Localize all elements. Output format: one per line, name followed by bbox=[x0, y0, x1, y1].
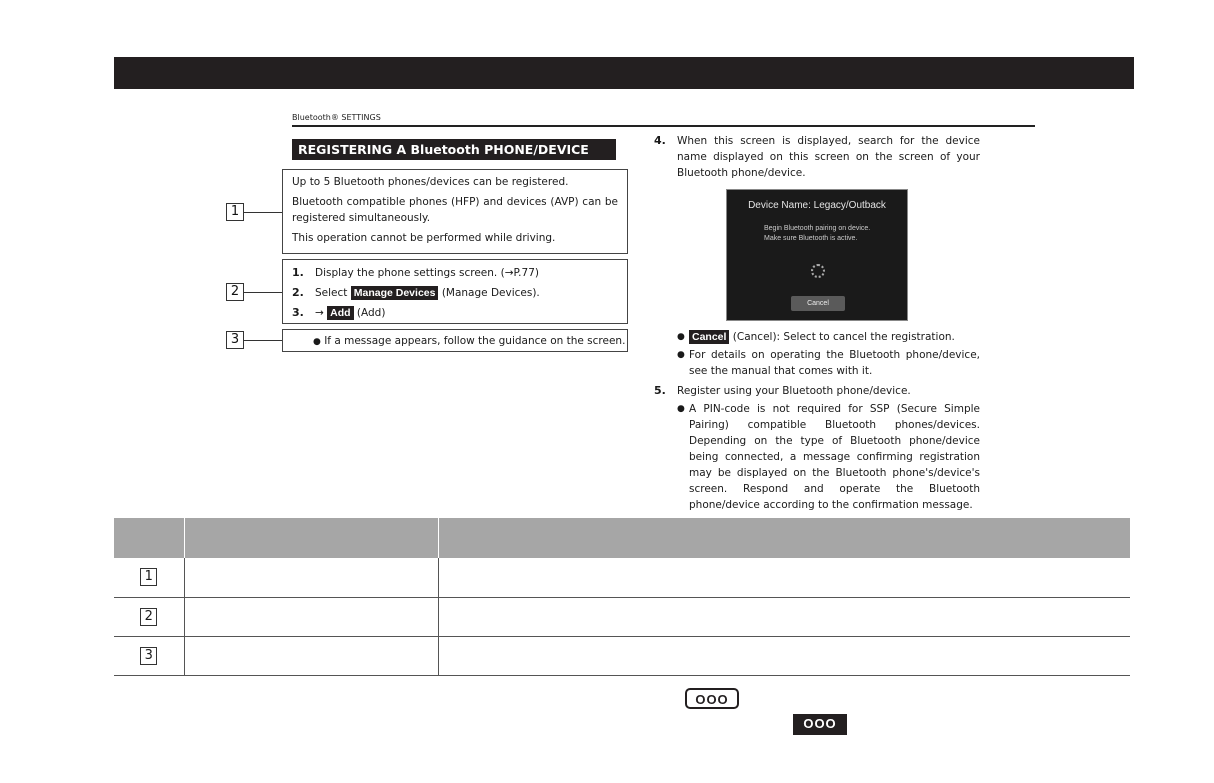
info-box bbox=[282, 169, 628, 254]
reference-table bbox=[114, 518, 1130, 676]
table-cell bbox=[114, 558, 184, 597]
step-2 bbox=[292, 283, 618, 303]
table-cell bbox=[438, 636, 1130, 675]
table-row bbox=[114, 636, 1130, 675]
callout-leader bbox=[244, 212, 282, 213]
table-cell bbox=[184, 636, 438, 675]
table-header-row bbox=[114, 518, 1130, 558]
step-text: Select bbox=[315, 287, 348, 299]
step-3 bbox=[292, 303, 618, 323]
info-line: Bluetooth compatible phones (HFP) and devices (AVP) can be registered simultaneously. bbox=[292, 196, 618, 224]
bullet-text: For details on operating the Bluetooth phone/device, see the manual that comes with it. bbox=[689, 349, 980, 377]
step-text: When this screen is displayed, search for the device name displayed on this screen on the screen of your Bluetooth phone/device. bbox=[677, 135, 980, 179]
step-text: Display the phone settings screen. (→P.77) bbox=[315, 267, 539, 279]
screen-cancel-button[interactable]: Cancel bbox=[791, 296, 845, 311]
top-title-bar bbox=[114, 57, 1134, 89]
step-text: (Manage Devices). bbox=[441, 287, 540, 299]
callout-1: 1 bbox=[226, 203, 244, 221]
step-number: 3. bbox=[292, 306, 304, 319]
guidance-box bbox=[282, 329, 628, 352]
table-cell bbox=[438, 558, 1130, 597]
table-cell bbox=[114, 636, 184, 675]
callout-leader bbox=[244, 292, 282, 293]
manage-devices-button[interactable]: Manage Devices bbox=[351, 286, 439, 300]
step-1 bbox=[292, 263, 618, 283]
bullet-icon: ● bbox=[677, 404, 685, 414]
bullet-details bbox=[677, 347, 980, 379]
bullet-icon: ● bbox=[677, 332, 685, 342]
step-4 bbox=[654, 133, 980, 181]
callout-2: 2 bbox=[226, 283, 244, 301]
step-number: 4. bbox=[654, 134, 666, 147]
table-header bbox=[438, 518, 1130, 558]
table-row bbox=[114, 597, 1130, 636]
step-text: Register using your Bluetooth phone/device. bbox=[677, 385, 911, 397]
bullet-icon: ● bbox=[313, 337, 321, 347]
table-cell bbox=[184, 558, 438, 597]
table-header bbox=[184, 518, 438, 558]
table-cell bbox=[438, 597, 1130, 636]
section-heading: REGISTERING A Bluetooth PHONE/DEVICE bbox=[292, 139, 616, 160]
bullet-cancel bbox=[677, 329, 980, 345]
bluetooth-active-note: Make sure Bluetooth is active. bbox=[764, 235, 858, 242]
header-rule bbox=[292, 125, 1035, 127]
callout-3: 3 bbox=[226, 331, 244, 349]
steps-box bbox=[282, 259, 628, 324]
step-text: (Add) bbox=[356, 307, 386, 319]
callout-1: 1 bbox=[140, 568, 157, 586]
info-line: This operation cannot be performed while driving. bbox=[292, 232, 556, 244]
loading-spinner-icon bbox=[811, 264, 825, 278]
bullet-text: A PIN-code is not required for SSP (Secure Simple Pairing) compatible Bluetooth phones/devices. Depending on the type of Bluetooth phone/device being connected, a message confirming registration may be displayed on the Bluetooth phone's/device's screen. Respond and operate the Bluetooth phone/device according to the confirmation message. bbox=[689, 403, 980, 511]
step-number: 5. bbox=[654, 384, 666, 397]
table-row bbox=[114, 558, 1130, 597]
table-cell bbox=[114, 597, 184, 636]
step-number: 1. bbox=[292, 266, 304, 279]
table-cell bbox=[184, 597, 438, 636]
bullet-text: (Cancel): Select to cancel the registration. bbox=[732, 331, 955, 343]
section-header: Bluetooth® SETTINGS bbox=[292, 113, 381, 122]
right-column bbox=[654, 133, 980, 513]
cancel-button[interactable]: Cancel bbox=[689, 330, 729, 344]
callout-2: 2 bbox=[140, 608, 157, 626]
outline-button-badge: OOO bbox=[685, 688, 739, 709]
arrow-icon: → bbox=[315, 307, 324, 319]
guidance-text: If a message appears, follow the guidance on the screen. bbox=[324, 335, 626, 347]
callout-leader bbox=[244, 340, 282, 341]
step-number: 2. bbox=[292, 286, 304, 299]
add-button[interactable]: Add bbox=[327, 306, 353, 320]
bullet-icon: ● bbox=[677, 350, 685, 360]
device-name-title: Device Name: Legacy/Outback bbox=[748, 200, 886, 211]
pairing-instruction: Begin Bluetooth pairing on device. bbox=[764, 225, 871, 232]
info-line: Up to 5 Bluetooth phones/devices can be registered. bbox=[292, 176, 569, 188]
bullet-pin bbox=[677, 401, 980, 513]
device-screen-image bbox=[726, 189, 908, 321]
solid-button-badge: OOO bbox=[793, 714, 847, 735]
callout-3: 3 bbox=[140, 647, 157, 665]
step-5 bbox=[654, 383, 980, 399]
table-header bbox=[114, 518, 184, 558]
